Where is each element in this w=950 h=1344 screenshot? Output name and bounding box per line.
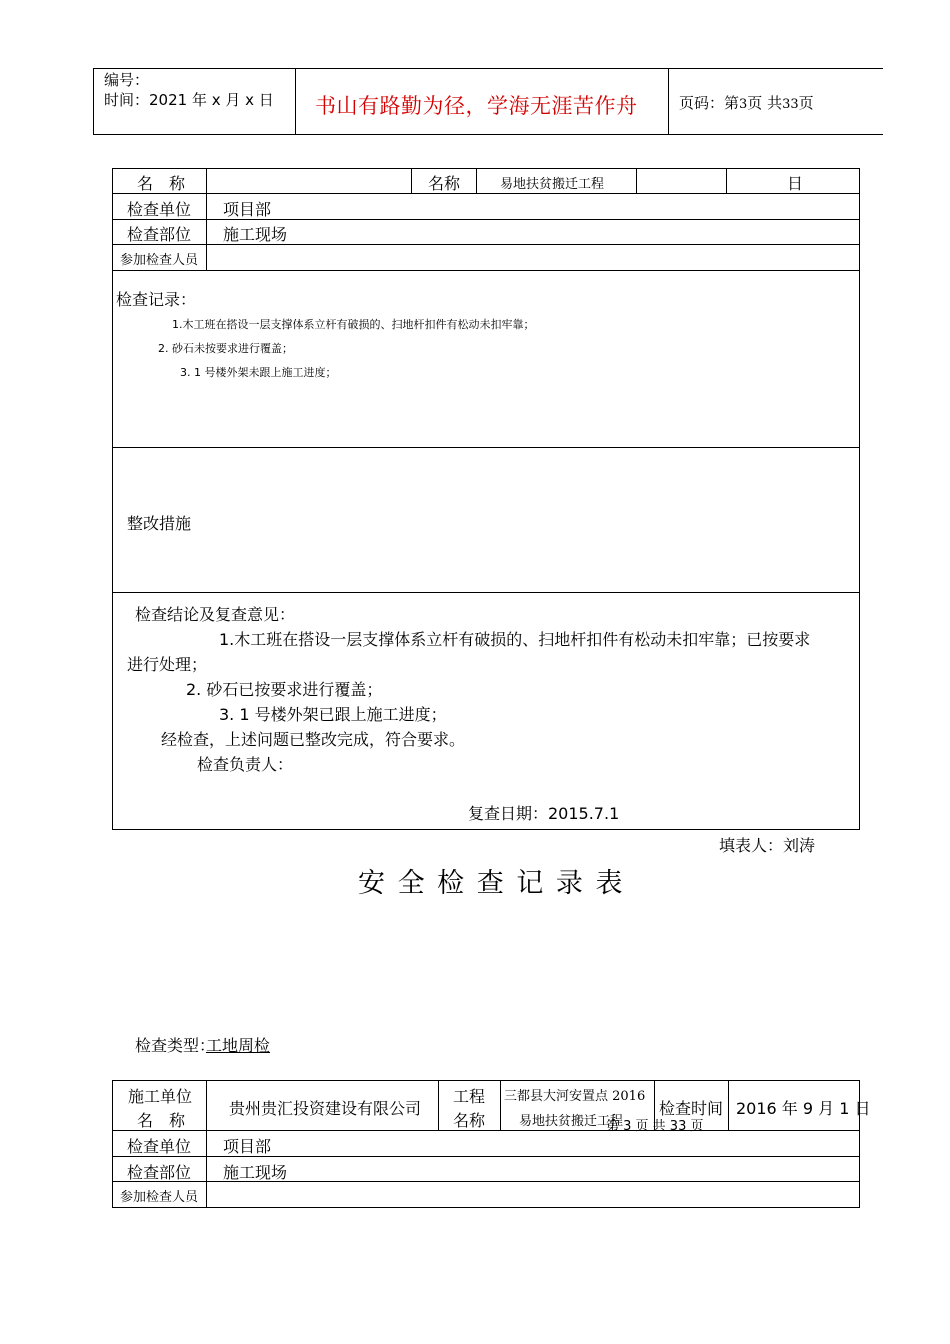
participants-label-2: 参加检查人员 [120, 1190, 199, 1205]
inspect-date: 2016 年 9 月 1 日 [736, 1099, 871, 1118]
inspect-part-value-2: 施工现场 [223, 1163, 288, 1182]
rectify-title: 整改措施 [127, 514, 192, 533]
inspect-part-value: 施工现场 [223, 225, 288, 244]
contractor-label-2: 名 称 [137, 1111, 186, 1130]
inspect-unit-value-2: 项目部 [223, 1137, 272, 1156]
record-item-1: 1.木工班在搭设一层支撑体系立杆有破损的、扫地杆扣件有松动未扣牢靠； [172, 318, 535, 331]
header-slogan-cell [295, 68, 669, 135]
project-name-value: 易地扶贫搬迁工程 [500, 177, 605, 192]
conclusion-line-1b: 进行处理； [127, 655, 208, 674]
page-label: 页码：第 [679, 94, 740, 112]
page-mid: 页 共 [747, 94, 783, 112]
doc-time-label: 时间：2021 年 x 月 x 日 [104, 91, 274, 109]
contractor-label-1: 施工单位 [128, 1087, 193, 1106]
conclusion-line-1: 1.木工班在搭设一层支撑体系立杆有破损的、扫地杆扣件有松动未扣牢靠；已按要求 [219, 630, 811, 649]
date-fragment: 日 [787, 174, 804, 193]
inspect-time-label: 检查时间 [659, 1099, 724, 1118]
header-meta-cell [93, 68, 296, 135]
page-footer-overlap: 第 3 页 共 33 页 [606, 1119, 704, 1134]
inspect-part-label-2: 检查部位 [127, 1163, 192, 1182]
page-total: 33 [782, 97, 799, 112]
inspect-unit-value: 项目部 [223, 200, 272, 219]
form-title: 安 全 检 查 记 录 表 [358, 868, 625, 899]
review-date: 复查日期：2015.7.1 [468, 804, 620, 823]
doc-number-label: 编号： [104, 71, 150, 89]
participants-label: 参加检查人员 [120, 253, 199, 268]
page-header [93, 68, 883, 135]
filler-name: 填表人：刘涛 [719, 836, 816, 855]
conclusion-line-4: 经检查，上述问题已整改完成，符合要求。 [161, 730, 466, 749]
check-type-value: 工地周检 [206, 1036, 271, 1055]
header-page-cell [668, 68, 883, 135]
name-label: 名 称 [137, 174, 186, 193]
conclusion-line-2: 2. 砂石已按要求进行覆盖； [186, 680, 383, 699]
project-name-label: 名称 [428, 174, 461, 193]
conclusion-line-3: 3. 1 号楼外架已跟上施工进度； [219, 705, 447, 724]
header-slogan: 书山有路勤为径，学海无涯苦作舟 [315, 94, 638, 118]
conclusion-title: 检查结论及复查意见： [135, 605, 296, 624]
header-page-indicator [679, 93, 814, 115]
page-number: 3 [739, 97, 748, 112]
record-item-3: 3. 1 号楼外架未跟上施工进度； [180, 366, 337, 379]
page-end: 页 [798, 94, 814, 112]
record-item-2: 2. 砂石未按要求进行覆盖； [158, 342, 293, 355]
inspect-unit-label: 检查单位 [127, 200, 192, 219]
project-label-2: 名称 [453, 1111, 486, 1130]
project-name-line-2: 易地扶贫搬迁工程 [519, 1114, 624, 1129]
inspect-part-label: 检查部位 [127, 225, 192, 244]
responsible-label: 检查负责人： [197, 755, 294, 774]
check-type-label: 检查类型： [135, 1036, 216, 1055]
contractor-name: 贵州贵汇投资建设有限公司 [229, 1099, 422, 1118]
project-name-line-1: 三都县大河安置点 2016 [504, 1089, 646, 1104]
inspect-unit-label-2: 检查单位 [127, 1137, 192, 1156]
record-title: 检查记录： [116, 290, 197, 309]
project-label-1: 工程 [453, 1087, 486, 1106]
